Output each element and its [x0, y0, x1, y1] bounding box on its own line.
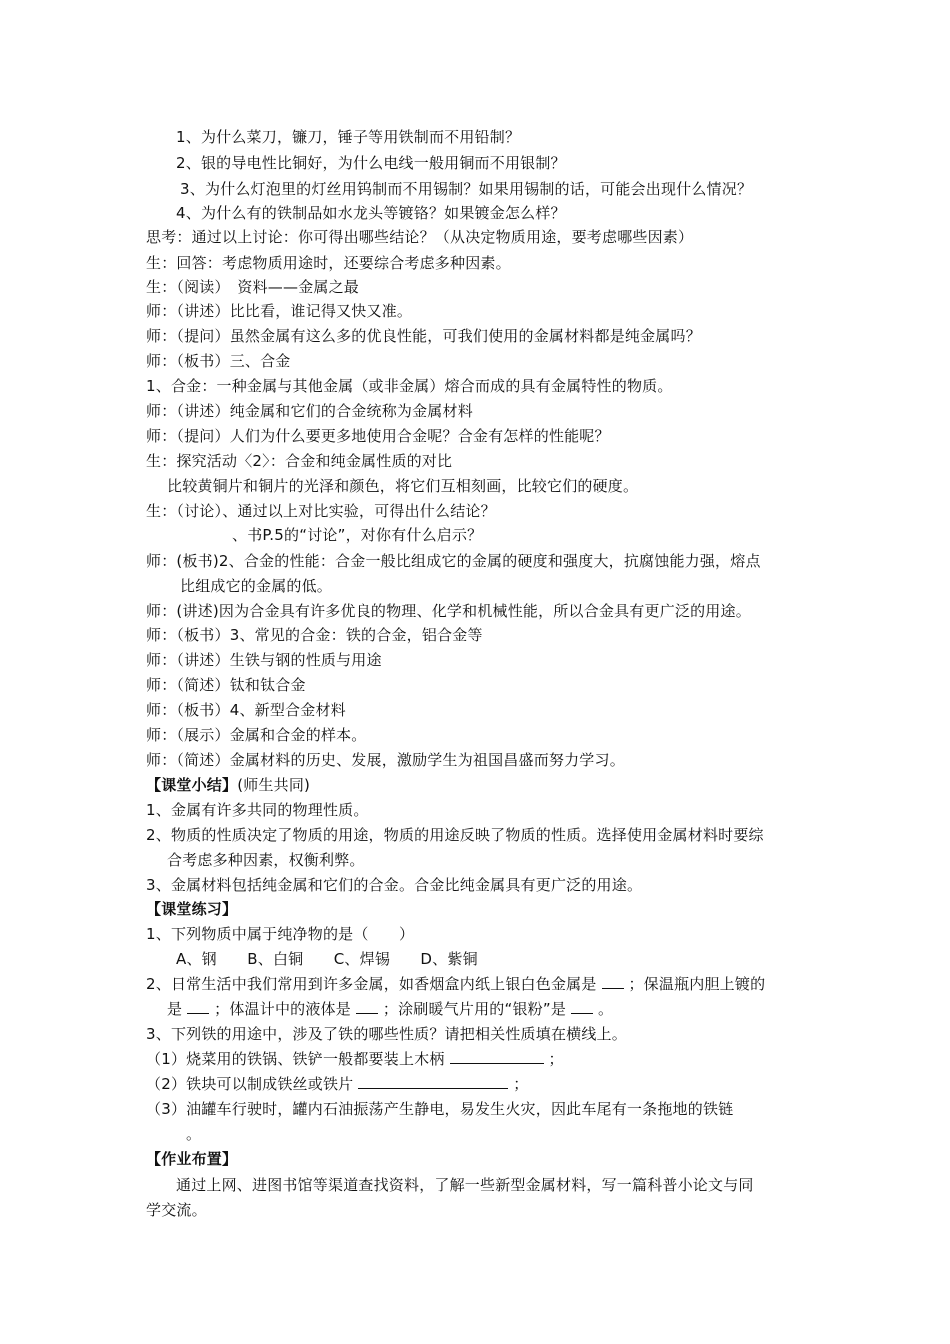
answer-blank[interactable] [571, 999, 593, 1014]
text-line: 师：（简述）钛和钛合金 [146, 676, 306, 694]
text-line: 、书P.5的“讨论”，对你有什么启示？ [232, 526, 483, 544]
question-line: 4、为什么有的铁制品如水龙头等镀铬？如果镀金怎么样？ [176, 204, 566, 222]
question-text: ；保温瓶内胆上镀的 [628, 975, 766, 993]
summary-item: 合考虑多种因素，权衡利弊。 [167, 851, 365, 869]
question-text: （1）烧菜用的铁锅、铁铲一般都要装上木柄 [146, 1050, 445, 1068]
summary-item: 2、物质的性质决定了物质的用途，物质的用途反映了物质的性质。选择使用金属材料时要综 [146, 826, 764, 844]
exercise-question-3-3: （3）油罐车行驶时，罐内石油振荡产生静电，易发生火灾，因此车尾有一条拖地的铁链 [146, 1100, 734, 1118]
text-line: 师：（讲述）比比看，谁记得又快又准。 [146, 302, 413, 320]
question-text: 是 [167, 1000, 183, 1018]
question-text: ；涂刷暖气片用的“银粉”是 [382, 1000, 567, 1018]
question-line: 2、银的导电性比铜好，为什么电线一般用铜而不用银制？ [176, 154, 566, 172]
exercise-question-3-3-end: 。 [186, 1125, 202, 1143]
question-line: 1、为什么菜刀，镰刀，锤子等用铁制而不用铅制？ [176, 128, 521, 146]
summary-heading: 【课堂小结】 [146, 776, 238, 794]
answer-blank[interactable] [187, 999, 209, 1014]
question-text: ；体温计中的液体是 [214, 1000, 351, 1018]
text-line: 生：回答：考虑物质用途时，还要综合考虑多种因素。 [146, 254, 511, 272]
text-line: 师：(讲述)因为合金具有许多优良的物理、化学和机械性能，所以合金具有更广泛的用途。 [146, 602, 751, 620]
text-line: 比组成它的金属的低。 [180, 577, 333, 595]
exercise-question-3-1 [146, 1049, 564, 1069]
text-line: 师：（板书）3、常见的合金：铁的合金，铝合金等 [146, 626, 483, 644]
homework-text: 学交流。 [146, 1201, 207, 1219]
text-line: 师：（提问）虽然金属有这么多的优良性能，可我们使用的金属材料都是纯金属吗？ [146, 327, 701, 345]
exercise-question-2-line-2 [167, 999, 613, 1019]
text-line: 师：（讲述）纯金属和它们的合金统称为金属材料 [146, 402, 473, 420]
exercise-question-1: 1、下列物质中属于纯净物的是（ ） [146, 925, 415, 943]
summary-item: 3、金属材料包括纯金属和它们的合金。合金比纯金属具有更广泛的用途。 [146, 876, 643, 894]
question-line: 3、为什么灯泡里的灯丝用钨制而不用锡制？如果用锡制的话，可能会出现什么情况？ [180, 180, 753, 198]
exercise-question-2-line-1 [146, 974, 765, 994]
question-text: （2）铁块可以制成铁丝或铁片 [146, 1075, 354, 1093]
text-line: 比较黄铜片和铜片的光泽和颜色，将它们互相刻画，比较它们的硬度。 [167, 477, 639, 495]
summary-item: 1、金属有许多共同的物理性质。 [146, 801, 369, 819]
text-line: 1、合金：一种金属与其他金属（或非金属）熔合而成的具有金属特性的物质。 [146, 377, 673, 395]
summary-heading-suffix: (师生共同) [237, 776, 311, 794]
answer-blank[interactable] [450, 1049, 544, 1064]
text-line: 生：探究活动〈2〉：合金和纯金属性质的对比 [146, 452, 453, 470]
text-line: 师：（简述）金属材料的历史、发展，激励学生为祖国昌盛而努力学习。 [146, 751, 625, 769]
text-line: 生：（阅读） 资料——金属之最 [146, 278, 360, 296]
question-text: 。 [597, 1000, 614, 1018]
exercise-question-1-options: A、钢 B、白铜 C、焊锡 D、紫铜 [176, 950, 478, 968]
question-text: ； [513, 1075, 529, 1093]
exercise-question-3: 3、下列铁的用途中，涉及了铁的哪些性质？请把相关性质填在横线上。 [146, 1025, 627, 1043]
text-line: 师：（展示）金属和合金的样本。 [146, 726, 367, 744]
text-line: 师：(板书)2、合金的性能：合金一般比组成它的金属的硬度和强度大，抗腐蚀能力强，熔点 [146, 552, 761, 570]
text-line: 思考：通过以上讨论：你可得出哪些结论？（从决定物质用途，要考虑哪些因素） [146, 228, 694, 246]
text-line: 师：（板书）三、合金 [146, 352, 291, 370]
homework-text: 通过上网、进图书馆等渠道查找资料，了解一些新型金属材料，写一篇科普小论文与同 [176, 1176, 754, 1194]
question-text: ； [548, 1050, 564, 1068]
exercise-heading: 【课堂练习】 [146, 900, 238, 918]
homework-heading: 【作业布置】 [146, 1150, 238, 1168]
summary-heading-line [146, 775, 310, 795]
exercise-question-3-2 [146, 1074, 529, 1094]
question-text: 2、日常生活中我们常用到许多金属，如香烟盒内纸上银白色金属是 [146, 975, 597, 993]
text-line: 师：（讲述）生铁与钢的性质与用途 [146, 651, 382, 669]
text-line: 师：（板书）4、新型合金材料 [146, 701, 346, 719]
text-line: 生：（讨论）、通过以上对比实验，可得出什么结论？ [146, 502, 496, 520]
text-line: 师：（提问）人们为什么要更多地使用合金呢？合金有怎样的性能呢？ [146, 427, 610, 445]
answer-blank[interactable] [602, 974, 624, 989]
answer-blank[interactable] [358, 1074, 508, 1089]
answer-blank[interactable] [356, 999, 378, 1014]
